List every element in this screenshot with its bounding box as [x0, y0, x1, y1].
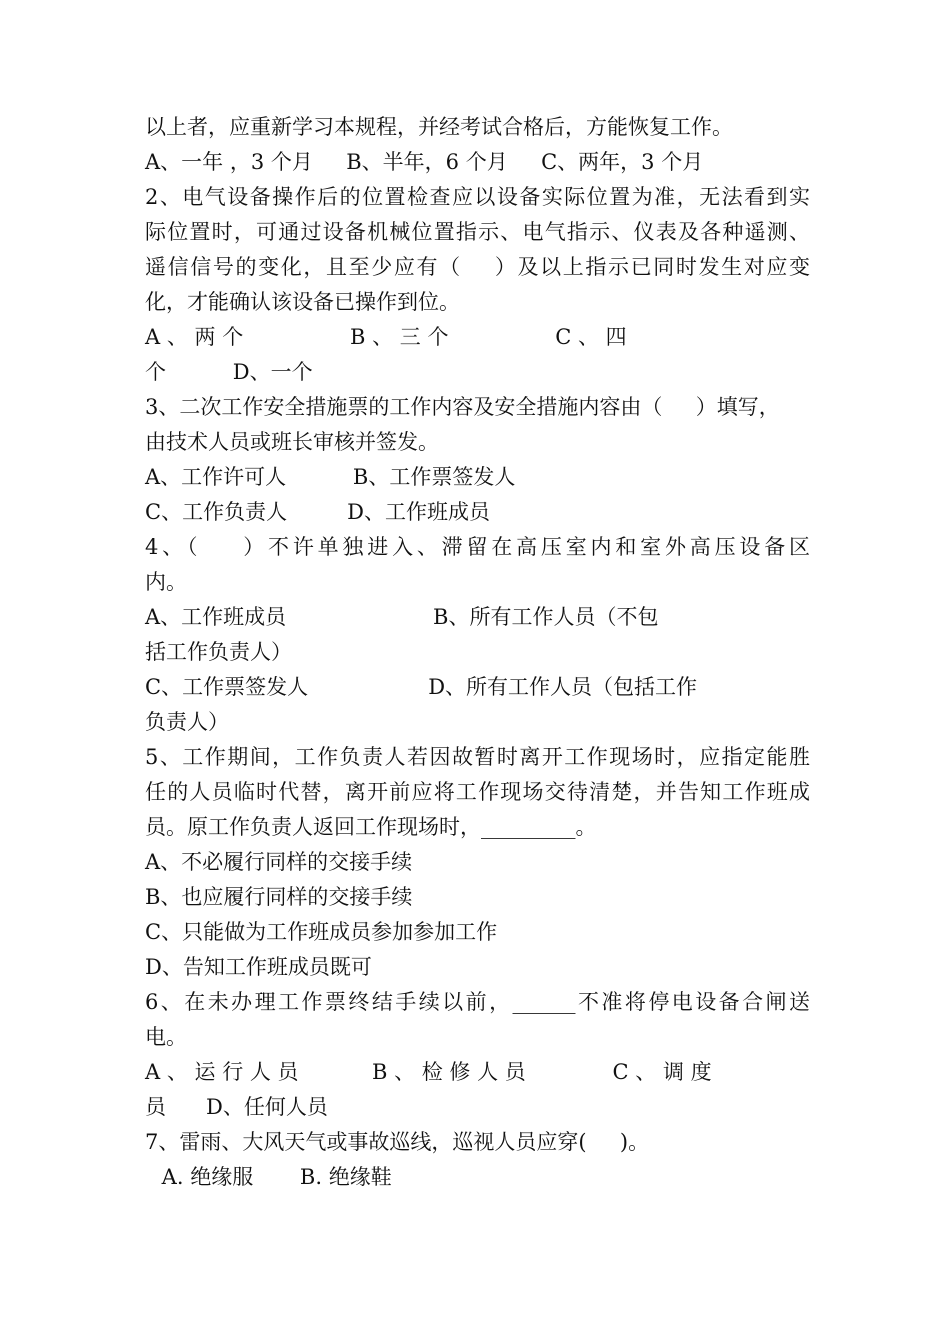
- answer-options-line: A. 绝缘服 B. 绝缘鞋: [155, 1165, 392, 1189]
- question-text-line: 际位置时，可通过设备机械位置指示、电气指示、仪表及各种遥测、: [145, 220, 810, 244]
- question-text-line: 员。原工作负责人返回工作现场时，_________。: [145, 815, 597, 839]
- question-text-line: 内。: [145, 570, 187, 594]
- answer-options-line: A 、 两 个 B 、 三 个 C 、 四: [145, 325, 627, 349]
- answer-option: D、告知工作班成员既可: [145, 955, 372, 979]
- question-text-line: 4、（ ）不许单独进入、滞留在高压室内和室外高压设备区: [145, 535, 810, 559]
- question-text-line: 6、在未办理工作票终结手续以前，______不准将停电设备合闸送: [145, 990, 810, 1014]
- question-text-line: 2、电气设备操作后的位置检查应以设备实际位置为准，无法看到实: [145, 185, 810, 209]
- answer-option: C、只能做为工作班成员参加参加工作: [145, 920, 498, 944]
- question-text-line: 任的人员临时代替，离开前应将工作现场交待清楚，并告知工作班成: [145, 780, 810, 804]
- answer-options-line: 个 D、一个: [145, 360, 313, 384]
- question-text-line: 电。: [145, 1025, 187, 1049]
- answer-options-line: 括工作负责人）: [145, 640, 292, 664]
- answer-options-line: C、工作负责人 D、工作班成员: [145, 500, 490, 524]
- answer-options-line: C、工作票签发人 D、所有工作人员（包括工作: [145, 675, 698, 699]
- question-text-line: 遥信信号的变化，且至少应有（ ）及以上指示已同时发生对应变: [145, 255, 810, 279]
- question-text-line: 化，才能确认该设备已操作到位。: [145, 290, 460, 314]
- answer-options-line: A、工作班成员 B、所有工作人员（不包: [145, 605, 659, 629]
- question-text-line: 由技术人员或班长审核并签发。: [145, 430, 439, 454]
- answer-option: B、也应履行同样的交接手续: [145, 885, 413, 909]
- answer-options-line: 员 D、任何人员: [145, 1095, 328, 1119]
- question-text-line: 7、雷雨、大风天气或事故巡线，巡视人员应穿( )。: [145, 1130, 650, 1154]
- answer-options-line: 负责人）: [145, 710, 229, 734]
- answer-option: A、不必履行同样的交接手续: [145, 850, 413, 874]
- answer-options-line: A 、 运 行 人 员 B 、 检 修 人 员 C 、 调 度: [145, 1060, 712, 1084]
- answer-options-line: A、一年 ，3 个月 B、半年，6 个月 C、两年，3 个月: [145, 150, 704, 174]
- question-text-line: 5、工作期间，工作负责人若因故暂时离开工作现场时，应指定能胜: [145, 745, 810, 769]
- question-text-line: 3、二次工作安全措施票的工作内容及安全措施内容由（ ）填写，: [145, 395, 780, 419]
- document-body: [145, 110, 810, 1195]
- text-line: 以上者，应重新学习本规程，并经考试合格后，方能恢复工作。: [145, 115, 733, 139]
- answer-options-line: A、工作许可人 B、工作票签发人: [145, 465, 516, 489]
